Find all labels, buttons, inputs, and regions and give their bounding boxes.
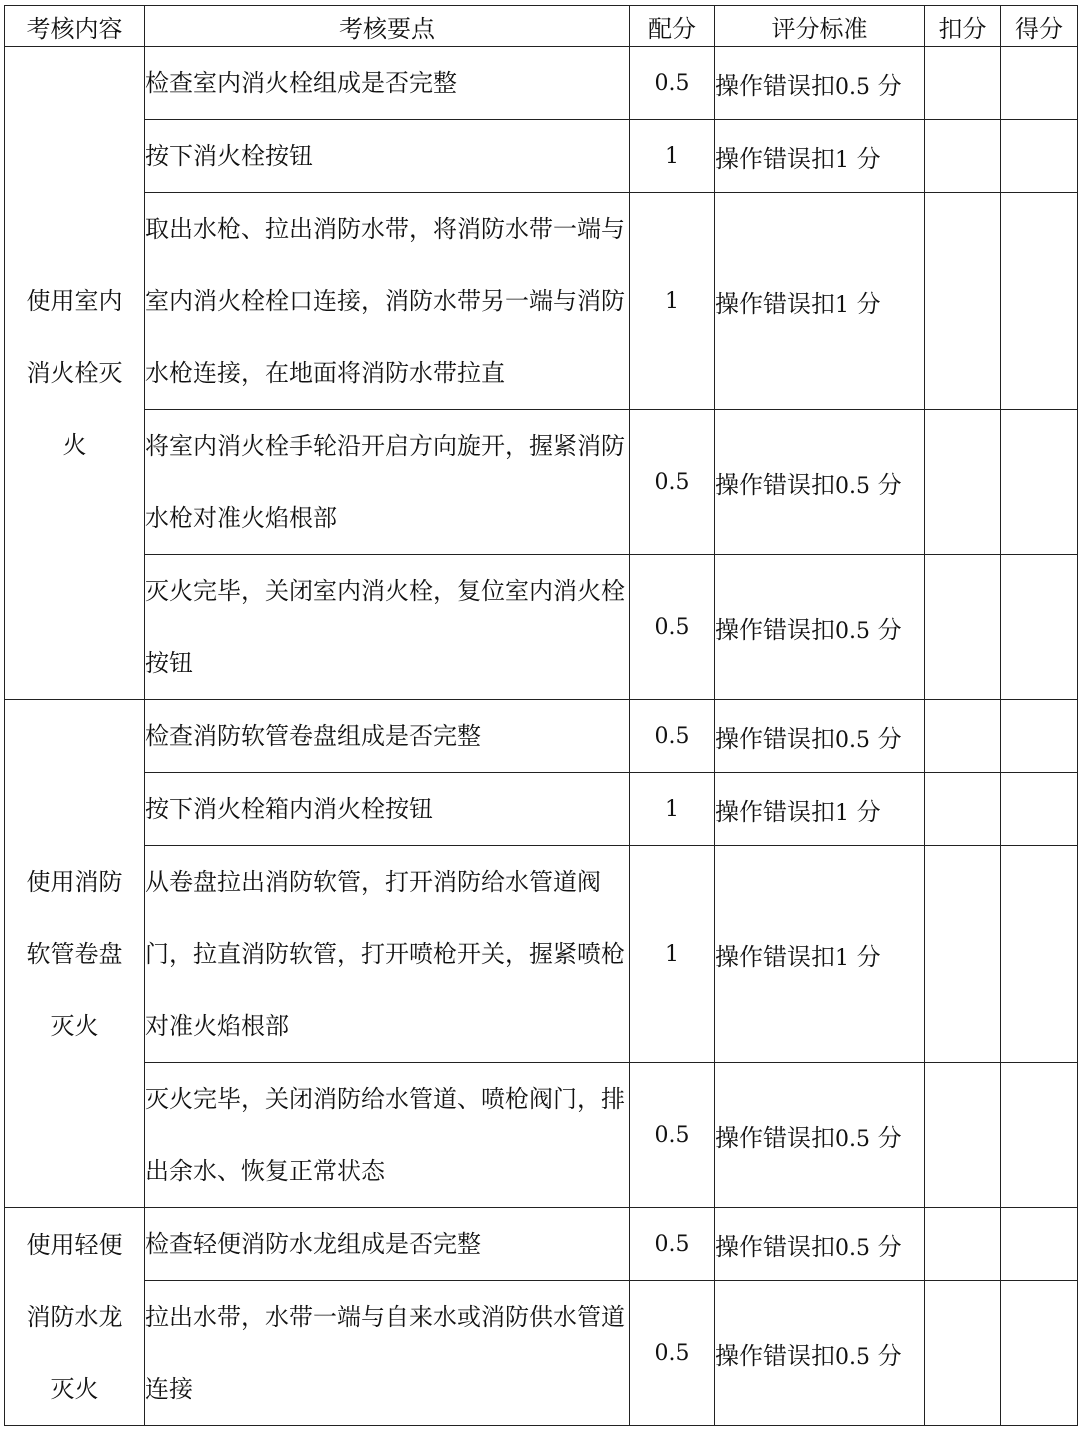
standard-prefix: 操作错误扣 — [715, 1123, 835, 1152]
key-point: 拉出水带，水带一端与自来水或消防供水管道连接 — [145, 1281, 630, 1426]
category-line: 灭火 — [50, 1011, 99, 1040]
category-line: 软管卷盘 — [26, 939, 123, 968]
standard-deduct-value: 0.5 — [835, 1126, 870, 1152]
standard-prefix: 操作错误扣 — [715, 71, 835, 100]
standard-cell — [715, 1208, 925, 1281]
earned-cell[interactable] — [1001, 846, 1078, 1063]
standard-cell — [715, 773, 925, 846]
standard-cell — [715, 1063, 925, 1208]
category-line: 使用消防 — [26, 867, 123, 896]
key-point: 检查消防软管卷盘组成是否完整 — [145, 700, 630, 773]
standard-deduct-value: 0.5 — [835, 473, 870, 499]
standard-suffix: 分 — [856, 797, 881, 826]
table-row — [5, 700, 1078, 773]
category-line: 消防水龙 — [26, 1302, 123, 1331]
standard-deduct-value: 0.5 — [835, 74, 870, 100]
standard-suffix: 分 — [877, 1123, 902, 1152]
earned-cell[interactable] — [1001, 555, 1078, 700]
table-row — [5, 47, 1078, 120]
standard-suffix: 分 — [877, 615, 902, 644]
key-point: 从卷盘拉出消防软管，打开消防给水管道阀门，拉直消防软管，打开喷枪开关，握紧喷枪对准火焰根部 — [145, 846, 630, 1063]
standard-deduct-value: 0.5 — [835, 1344, 870, 1370]
standard-suffix: 分 — [877, 470, 902, 499]
category-cell — [5, 700, 145, 1208]
category-line: 火 — [62, 431, 87, 459]
deduct-cell[interactable] — [925, 773, 1001, 846]
deduct-cell[interactable] — [925, 47, 1001, 120]
standard-deduct-value: 0.5 — [835, 1235, 870, 1261]
standard-deduct-value: 1 — [835, 945, 849, 971]
header-points: 考核要点 — [145, 6, 630, 47]
key-point: 灭火完毕，关闭消防给水管道、喷枪阀门，排出余水、恢复正常状态 — [145, 1063, 630, 1208]
earned-cell[interactable] — [1001, 120, 1078, 193]
table-row — [5, 1281, 1078, 1426]
category-cell — [5, 1208, 145, 1426]
deduct-cell[interactable] — [925, 846, 1001, 1063]
deduct-cell[interactable] — [925, 193, 1001, 410]
table-row — [5, 846, 1078, 1063]
score-value: 1 — [630, 193, 715, 410]
deduct-cell[interactable] — [925, 410, 1001, 555]
standard-cell — [715, 47, 925, 120]
category-line: 使用轻便 — [26, 1230, 123, 1259]
standard-cell — [715, 410, 925, 555]
score-value: 1 — [630, 120, 715, 193]
standard-prefix: 操作错误扣 — [715, 942, 835, 971]
standard-deduct-value: 0.5 — [835, 618, 870, 644]
standard-suffix: 分 — [856, 942, 881, 971]
earned-cell[interactable] — [1001, 1281, 1078, 1426]
standard-prefix: 操作错误扣 — [715, 144, 835, 173]
standard-prefix: 操作错误扣 — [715, 470, 835, 499]
table-row — [5, 410, 1078, 555]
score-value: 1 — [630, 773, 715, 846]
standard-deduct-value: 0.5 — [835, 727, 870, 753]
standard-suffix: 分 — [877, 71, 902, 100]
table-row — [5, 555, 1078, 700]
standard-suffix: 分 — [856, 144, 881, 173]
key-point: 将室内消火栓手轮沿开启方向旋开，握紧消防水枪对准火焰根部 — [145, 410, 630, 555]
standard-suffix: 分 — [877, 1232, 902, 1261]
key-point: 按下消火栓按钮 — [145, 120, 630, 193]
score-value: 0.5 — [630, 410, 715, 555]
earned-cell[interactable] — [1001, 773, 1078, 846]
earned-cell[interactable] — [1001, 47, 1078, 120]
score-value: 0.5 — [630, 555, 715, 700]
header-score: 配分 — [630, 6, 715, 47]
key-point: 灭火完毕，关闭室内消火栓，复位室内消火栓按钮 — [145, 555, 630, 700]
table-row — [5, 120, 1078, 193]
standard-cell — [715, 555, 925, 700]
deduct-cell[interactable] — [925, 555, 1001, 700]
earned-cell[interactable] — [1001, 700, 1078, 773]
key-point: 检查轻便消防水龙组成是否完整 — [145, 1208, 630, 1281]
standard-cell — [715, 846, 925, 1063]
deduct-cell[interactable] — [925, 120, 1001, 193]
deduct-cell[interactable] — [925, 1208, 1001, 1281]
deduct-cell[interactable] — [925, 1281, 1001, 1426]
key-point: 取出水枪、拉出消防水带，将消防水带一端与室内消火栓栓口连接，消防水带另一端与消防水枪连接，在地面将消防水带拉直 — [145, 193, 630, 410]
standard-prefix: 操作错误扣 — [715, 615, 835, 644]
standard-suffix: 分 — [877, 1341, 902, 1370]
table-row — [5, 1063, 1078, 1208]
standard-cell — [715, 193, 925, 410]
score-value: 0.5 — [630, 1208, 715, 1281]
category-line: 消火栓灭 — [26, 359, 123, 387]
header-content: 考核内容 — [5, 6, 145, 47]
standard-suffix: 分 — [856, 289, 881, 318]
table-row — [5, 773, 1078, 846]
standard-prefix: 操作错误扣 — [715, 724, 835, 753]
earned-cell[interactable] — [1001, 193, 1078, 410]
category-line: 灭火 — [50, 1374, 99, 1403]
standard-prefix: 操作错误扣 — [715, 1232, 835, 1261]
standard-deduct-value: 1 — [835, 800, 849, 826]
header-earned: 得分 — [1001, 6, 1078, 47]
score-value: 0.5 — [630, 700, 715, 773]
earned-cell[interactable] — [1001, 1208, 1078, 1281]
deduct-cell[interactable] — [925, 1063, 1001, 1208]
standard-prefix: 操作错误扣 — [715, 1341, 835, 1370]
category-cell — [5, 47, 145, 700]
standard-cell — [715, 120, 925, 193]
standard-deduct-value: 1 — [835, 147, 849, 173]
key-point: 检查室内消火栓组成是否完整 — [145, 47, 630, 120]
standard-deduct-value: 1 — [835, 292, 849, 318]
key-point: 按下消火栓箱内消火栓按钮 — [145, 773, 630, 846]
score-value: 0.5 — [630, 1281, 715, 1426]
earned-cell[interactable] — [1001, 1063, 1078, 1208]
standard-cell — [715, 700, 925, 773]
category-line: 使用室内 — [26, 287, 123, 315]
table-row — [5, 193, 1078, 410]
deduct-cell[interactable] — [925, 700, 1001, 773]
standard-prefix: 操作错误扣 — [715, 289, 835, 318]
table-row — [5, 1208, 1078, 1281]
header-deduct: 扣分 — [925, 6, 1001, 47]
standard-prefix: 操作错误扣 — [715, 797, 835, 826]
score-value: 0.5 — [630, 47, 715, 120]
earned-cell[interactable] — [1001, 410, 1078, 555]
header-standard: 评分标准 — [715, 6, 925, 47]
header-row — [5, 6, 1078, 47]
score-value: 1 — [630, 846, 715, 1063]
standard-suffix: 分 — [877, 724, 902, 753]
standard-cell — [715, 1281, 925, 1426]
score-value: 0.5 — [630, 1063, 715, 1208]
assessment-table — [4, 5, 1078, 1426]
